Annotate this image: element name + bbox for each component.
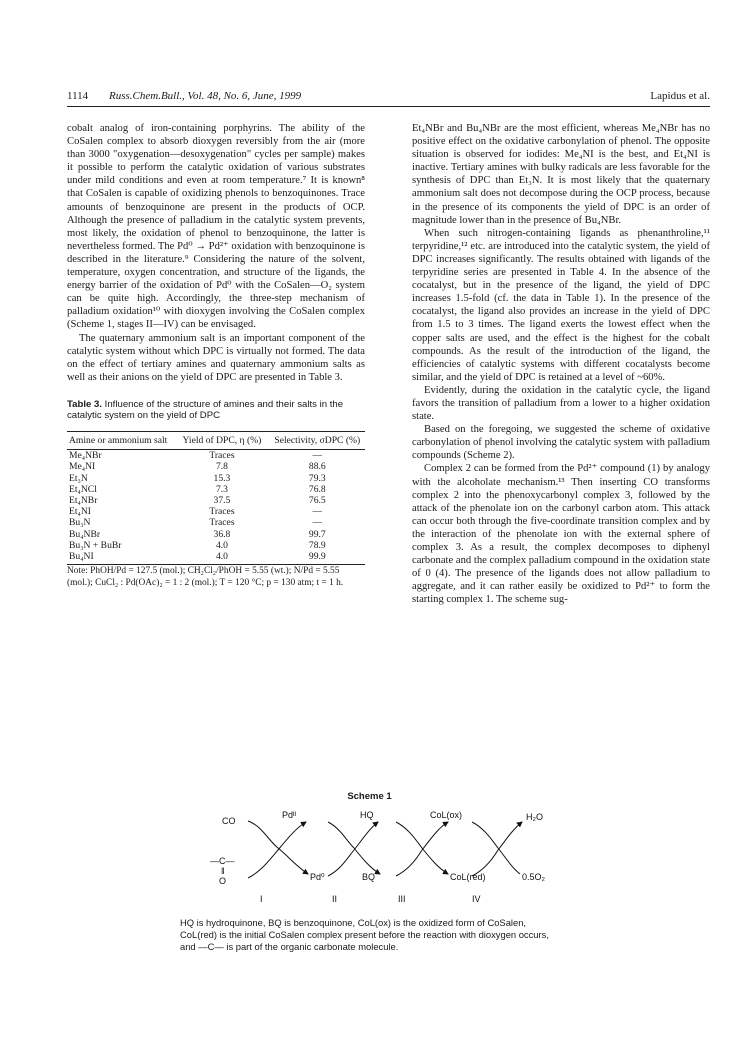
scheme-label-half-o2: 0.5O₂ [522,872,546,882]
scheme1-title: Scheme 1 [347,791,392,802]
scheme-stage-1: I [260,894,263,904]
table-cell: 76.8 [308,483,326,495]
table-row [67,473,365,484]
scheme1-diagram [200,806,560,906]
right-paragraph-3: Evidently, during the oxidation in the catalytic cycle, the ligand favors the transition of palladium from a lower to a higher oxidation state. [412,384,710,423]
table-cell: 36.8 [213,528,231,540]
page-number: 1114 [67,90,89,102]
table-cell: 7.8 [215,461,228,473]
scheme-arc-1b [248,822,306,878]
scheme-label-c-group: —C— [210,856,235,866]
table-cell: 7.3 [215,483,228,495]
left-column [67,122,365,589]
scheme-arc-4a [472,822,520,874]
table-cell: Et₄NBr [69,495,98,507]
table-row [67,529,365,540]
table3-label: Table 3. [67,398,103,410]
table-row [67,540,365,551]
table-cell: Bu₃N + BuBr [69,539,122,551]
scheme-label-bq: BQ [362,872,376,882]
table-cell: 99.7 [308,528,326,540]
table-cell: 79.3 [308,472,326,484]
table-cell: Traces [209,517,235,529]
table-cell: Et₃N [69,472,88,484]
right-column [412,122,710,606]
journal-citation: Russ.Chem.Bull., Vol. 48, No. 6, June, 1999 [109,90,302,102]
scheme-stage-2: II [332,894,338,904]
table-cell: — [312,506,323,518]
table-row [67,506,365,517]
table-cell: — [312,450,323,462]
page-header [67,90,710,107]
table-cell: Et₄NCl [69,483,97,495]
table-cell: Me₄NI [69,461,96,473]
table3-header-amine: Amine or ammonium salt [67,432,174,450]
table3-header-selectivity: Selectivity, σDPC (%) [270,432,365,450]
scheme-label-c-double-bond: ǁ [221,866,225,876]
table-cell: Me₄NBr [69,450,102,462]
scheme-label-hq: HQ [360,810,374,820]
right-paragraph-5: Complex 2 can be formed from the Pd²⁺ compound (1) by analogy with the alcoholate mechanism.¹³ Then inserting CO transforms complex 2 into the phenoxycarbonyl complex 3, followed by the attack of the phenolate ion on the carbonyl carbon atom. This attack can occur both through the five-coordinate transition complex and by the interaction of the phenolate ion with the external sphere of complex 3. As a result, the complex decomposes to diphenyl carbonate and the complex palladium compound in the oxidation state of 0 (4). The presence of the ligands does not allow palladium to aggregate, and it can rather easily be oxidized to Pd²⁺ to form the starting complex 1. The scheme sug- [412,463,710,606]
table-row [67,484,365,495]
table-row [67,517,365,528]
scheme-arc-1a [248,821,308,874]
table3-note: Note: PhOH/Pd = 127.5 (mol.); CH₂Cl₂/PhOH = 5.55 (wt.); N/Pd = 5.55 (mol.); CuCl₂ : Pd(OAc)₂ = 1 : 2 (mol.); T = 120 °C; p = 130 atm; t = 1 h. [67,566,344,588]
table3-caption [67,399,365,422]
table-row [67,450,365,462]
table-cell: Et₄NI [69,506,91,518]
running-author: Lapidus et al. [650,90,710,102]
scheme-label-col-ox: CoL(ox) [430,810,463,820]
table-cell: Bu₄NBr [69,528,101,540]
scheme1-caption: HQ is hydroquinone, BQ is benzoquinone, CoL(ox) is the oxidized form of CoSalen, CoL(red) is the initial CoSalen complex present before the reaction with dioxygen occurs, and —C— is part of the organic carbonate molecule. [180,917,549,952]
left-paragraph-1: cobalt analog of iron-containing porphyrins. The ability of the CoSalen complex to absorb dioxygen reversibly from the air (more than 3000 "oxygenation—desoxygenation" cycles per sample) makes it possible to perform the catalytic oxidation of various substrates under mild conditions and even at room temperature.⁷ It is known⁸ that CoSalen is capable of oxidizing phenols to benzoquinones. Trace amounts of benzoquinone are present in the products of OCP. Although the presence of palladium in the catalytic system prevents, most likely, the oxidation of phenol to benzoquinone, the latter is nevertheless formed. The Pd⁰ → Pd²⁺ oxidation with benzoquinone is described in the literature.⁹ Considering the nature of the solvent, temperature, oxygen concentration, and structure of the ligands, the energy barrier of the oxidation of Pd⁰ with the CoSalen—O₂ system can be quite high. Accordingly, the three-step mechanism of palladium oxidation¹⁰ with dioxygen involving the CoSalen complex (Scheme 1, stages II—IV) can be envisaged. [67,123,365,331]
scheme-arc-2a [328,822,380,874]
scheme-label-pd2: Pdᴵᴵ [282,810,297,820]
table3-caption-text: Influence of the structure of amines and their salts in the catalytic system on the yield of DPC [67,398,344,422]
scheme-arc-4b [472,822,522,876]
scheme1-svg [200,806,560,906]
scheme-label-co: CO [222,816,236,826]
scheme-label-c-oxygen: O [219,876,227,886]
scheme-label-h2o: H₂O [526,812,543,822]
right-paragraph-1: Et₄NBr and Bu₄NBr are the most efficient, whereas Me₄NBr has no positive effect on the oxidative carbonylation of phenol. The opposite situation is observed for iodides: Me₄NI is the best, and Et₄NI is inactive. Tertiary amines with bulky radicals are less favorable for the synthesis of DPC than Et₃N. It is most likely that the quaternary ammonium salt does not decompose during the OCP process, because in the presence of its components the yield of DPC is an order of magnitude lower than in the presence of Bu₄NBr. [412,123,710,226]
table-cell: 99.9 [270,551,365,565]
scheme-arc-3a [396,822,448,874]
scheme-stage-3: III [398,894,406,904]
scheme-arc-2b [328,822,378,876]
scheme-label-col-red: CoL(red) [450,872,486,882]
table-cell: 88.6 [308,461,326,473]
table3-header-row [67,432,365,450]
right-paragraph-4: Based on the foregoing, we suggested the scheme of oxidative carbonylation of phenol involving the catalytic system with palladium compounds (Scheme 2). [412,424,710,462]
table-row [67,461,365,472]
table-cell: 15.3 [213,472,231,484]
table-cell: — [312,517,323,529]
table3 [67,431,365,565]
scheme-label-pd0: Pd⁰ [310,872,325,882]
scheme-stage-4: IV [472,894,481,904]
left-paragraph-2: The quaternary ammonium salt is an important component of the catalytic system without which DPC is virtually not formed. The data on the effect of tertiary amines and quaternary ammonium salts as well as their anions on the yield of DPC are presented in Table 3. [67,332,365,383]
right-paragraph-2: When such nitrogen-containing ligands as phenanthroline,¹¹ terpyridine,¹² etc. are introduced into the catalytic system, the yield of DPC increases significantly. The results obtained with ligands of the terpyridine series are presented in Table 4. In the absence of the cocatalyst, but in the presence of the ligand, the yield of DPC increases 1.5-fold (cf. the data in Table 1). In the presence of the cocatalyst, the ligand also provides an increase in the yield of DPC from 1.5 to 3 times. The ligand exerts the lowest effect when the copper salts are used, and the effect is the highest for the cobalt compounds. As the result of the introduction of the ligand, the efficiencies of catalytic systems with different cocatalysts become similar, and the yield of DPC is retained at a level of ~60%. [412,227,710,383]
table-cell: 4.0 [174,551,269,565]
table-cell: Traces [209,450,235,462]
table-cell: 78.9 [308,539,326,551]
table-row [67,495,365,506]
table-cell: 76.5 [308,495,326,507]
table-row [67,551,365,565]
table-cell: Bu₃N [69,517,91,529]
table3-header-yield: Yield of DPC, η (%) [174,432,269,450]
table-cell: Bu₄NI [67,551,174,565]
table-cell: 4.0 [215,539,228,551]
table-cell: 37.5 [213,495,231,507]
table-cell: Traces [209,506,235,518]
